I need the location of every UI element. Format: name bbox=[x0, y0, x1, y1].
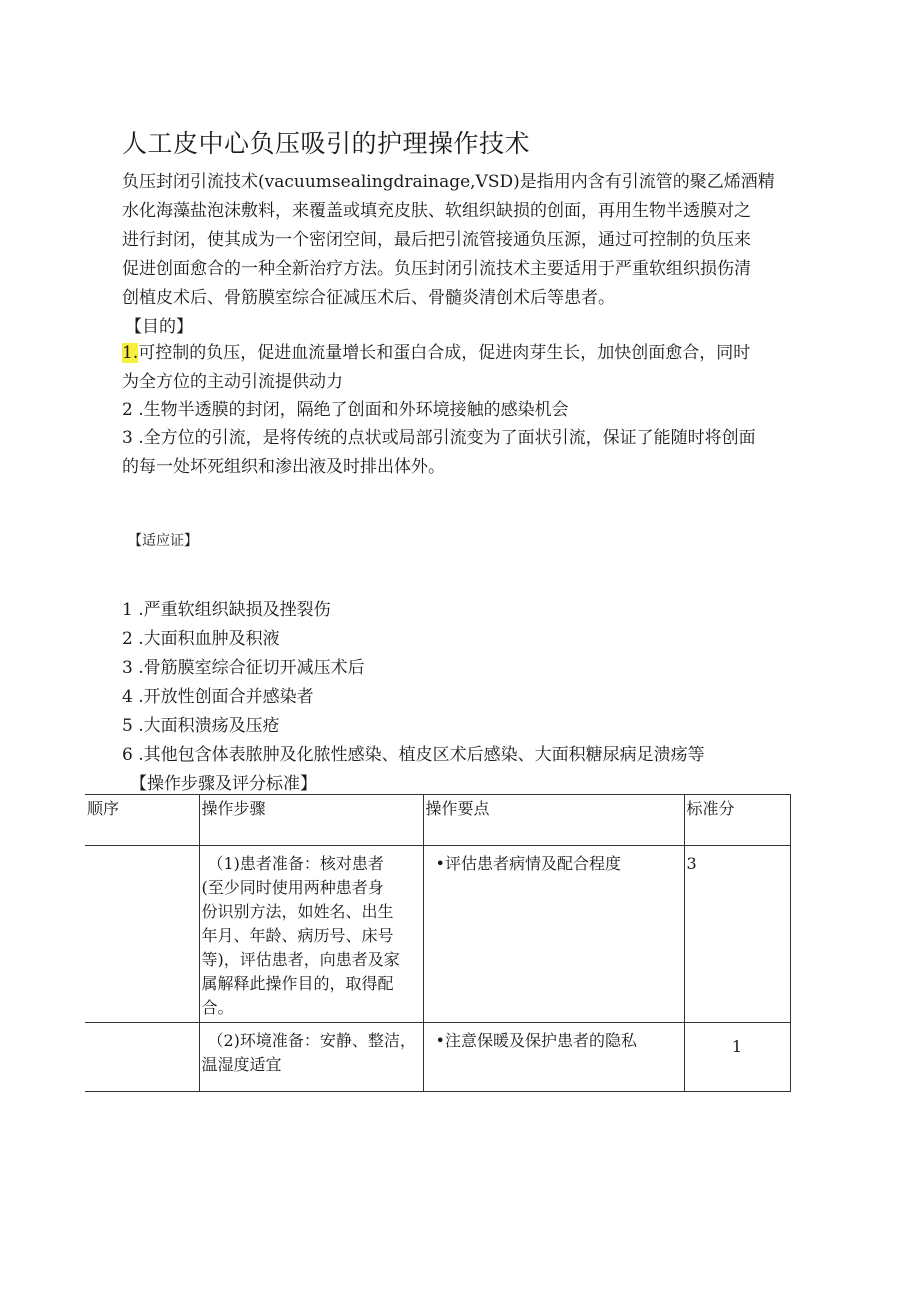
intro-paragraph bbox=[122, 168, 812, 313]
purpose-heading: 【目的】 bbox=[125, 317, 193, 337]
purpose-item-1-line-2: 为全方位的主动引流提供动力 bbox=[122, 372, 343, 392]
intro-line: 水化海藻盐泡沫敷料，来覆盖或填充皮肤、软组织缺损的创面，再用生物半透膜对之 bbox=[122, 201, 751, 221]
order-cell bbox=[85, 846, 199, 1023]
steps-table bbox=[85, 794, 791, 1092]
document-title: 人工皮中心负压吸引的护理操作技术 bbox=[122, 129, 531, 158]
purpose-item-3-line-2: 的每一处坏死组织和渗出液及时排出体外。 bbox=[122, 457, 445, 477]
list-item: 2 .大面积血肿及积液 bbox=[122, 629, 280, 649]
purpose-item-2: 2 .生物半透膜的封闭，隔绝了创面和外环境接触的感染机会 bbox=[122, 400, 569, 420]
score-cell: 1 bbox=[684, 1023, 790, 1092]
step-cell: （2)环境准备：安静、整洁， 温湿度适宜 bbox=[199, 1023, 423, 1092]
indications-heading: 【适应证】 bbox=[128, 533, 198, 549]
intro-line: 创植皮术后、骨筋膜室综合征减压术后、骨髓炎清创术后等患者。 bbox=[122, 288, 615, 308]
intro-line: 促进创面愈合的一种全新治疗方法。负压封闭引流技术主要适用于严重软组织损伤清 bbox=[122, 259, 751, 279]
table-row bbox=[85, 846, 790, 1023]
column-header: 操作要点 bbox=[423, 795, 684, 846]
list-item: 5 .大面积溃疡及压疮 bbox=[122, 716, 280, 736]
point-cell: •注意保暖及保护患者的隐私 bbox=[423, 1023, 684, 1092]
table-row bbox=[85, 1023, 790, 1092]
score-cell: 3 bbox=[684, 846, 790, 1023]
column-header: 操作步骤 bbox=[199, 795, 423, 846]
order-cell bbox=[85, 1023, 199, 1092]
column-header: 顺序 bbox=[85, 795, 199, 846]
steps-heading: 【操作步骤及评分标准】 bbox=[130, 774, 317, 794]
purpose-item-1 bbox=[122, 339, 822, 397]
column-header: 标准分 bbox=[684, 795, 790, 846]
step-cell: （1)患者准备：核对患者 (至少同时使用两种患者身 份识别方法，如姓名、出生 年月、年龄、病历号、床号 等)，评估患者，向患者及家 属解释此操作目的，取得配 合。 bbox=[199, 846, 423, 1023]
purpose-item-3-line-1: 3 .全方位的引流，是将传统的点状或局部引流变为了面状引流，保证了能随时将创面 bbox=[122, 428, 756, 448]
purpose-item-1-line-1: 可控制的负压，促进血流量增长和蛋白合成，促进肉芽生长，加快创面愈合，同时 bbox=[138, 343, 751, 363]
list-item: 4 .开放性创面合并感染者 bbox=[122, 687, 314, 707]
intro-line: 进行封闭，使其成为一个密闭空间，最后把引流管接通负压源，通过可控制的负压来 bbox=[122, 230, 751, 250]
table-header-row bbox=[85, 795, 790, 846]
purpose-item-3 bbox=[122, 424, 822, 482]
highlight-number: 1. bbox=[122, 343, 139, 363]
list-item: 1 .严重软组织缺损及挫裂伤 bbox=[122, 600, 331, 620]
list-item: 3 .骨筋膜室综合征切开减压术后 bbox=[122, 658, 365, 678]
list-item: 6 .其他包含体表脓肿及化脓性感染、植皮区术后感染、大面积糖尿病足溃疡等 bbox=[122, 745, 705, 765]
intro-line: 负压封闭引流技术(vacuumsealingdrainage,VSD)是指用内含有引流管的聚乙烯酒精 bbox=[122, 172, 775, 192]
point-cell: •评估患者病情及配合程度 bbox=[423, 846, 684, 1023]
indications-list bbox=[122, 596, 705, 770]
